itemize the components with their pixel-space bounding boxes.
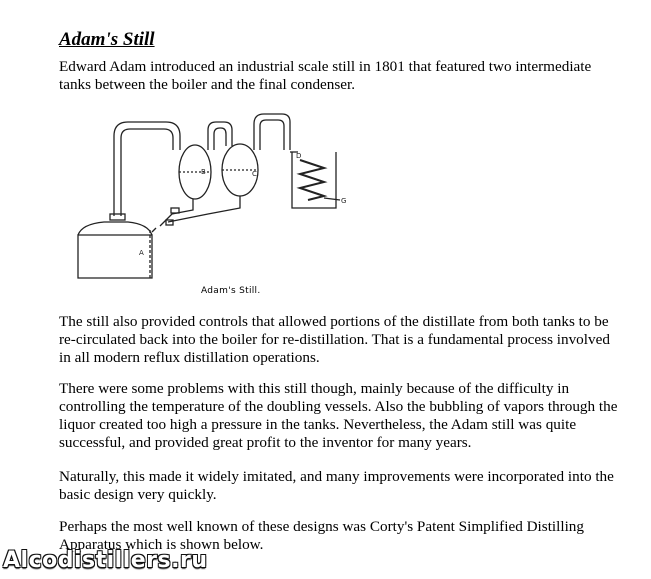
- paragraph-problems: There were some problems with this still though, mainly because of the difficulty in controlling the temperature of the doubling vessels. Also the bubbling of vapors through the liquor created too high a pressure in the tanks. Nevertheless, the Adam still was quite successful, and provided great profit to the inventor for many years.: [59, 380, 618, 451]
- label-tank-c: C: [252, 170, 257, 178]
- site-watermark: Alcodistillers.ru: [3, 548, 208, 573]
- figure-caption: Adam's Still.: [201, 286, 261, 296]
- label-boiler: A: [139, 249, 144, 257]
- paragraph-intro: Edward Adam introduced an industrial scale still in 1801 that featured two intermediate tanks between the boiler and the final condenser.: [59, 58, 592, 93]
- page-title: Adam's Still: [59, 29, 155, 50]
- label-condenser-top: D: [296, 152, 302, 160]
- paragraph-corty: Perhaps the most well known of these designs was Corty's Patent Simplified Distilling Apparatus which is shown below.: [59, 518, 584, 553]
- paragraph-controls: The still also provided controls that allowed portions of the distillate from both tanks to be re-circulated back into the boiler for re-distillation. That is a fundamental process involved in all modern reflux distillation operations.: [59, 313, 610, 366]
- label-tank-b: B: [201, 168, 206, 176]
- vapor-pipe: [114, 122, 180, 216]
- condenser: [292, 152, 336, 208]
- still-diagram: [68, 110, 388, 302]
- label-outlet: G: [341, 197, 347, 205]
- paragraph-imitated: Naturally, this made it widely imitated, and many improvements were incorporated into the basic design very quickly.: [59, 468, 614, 503]
